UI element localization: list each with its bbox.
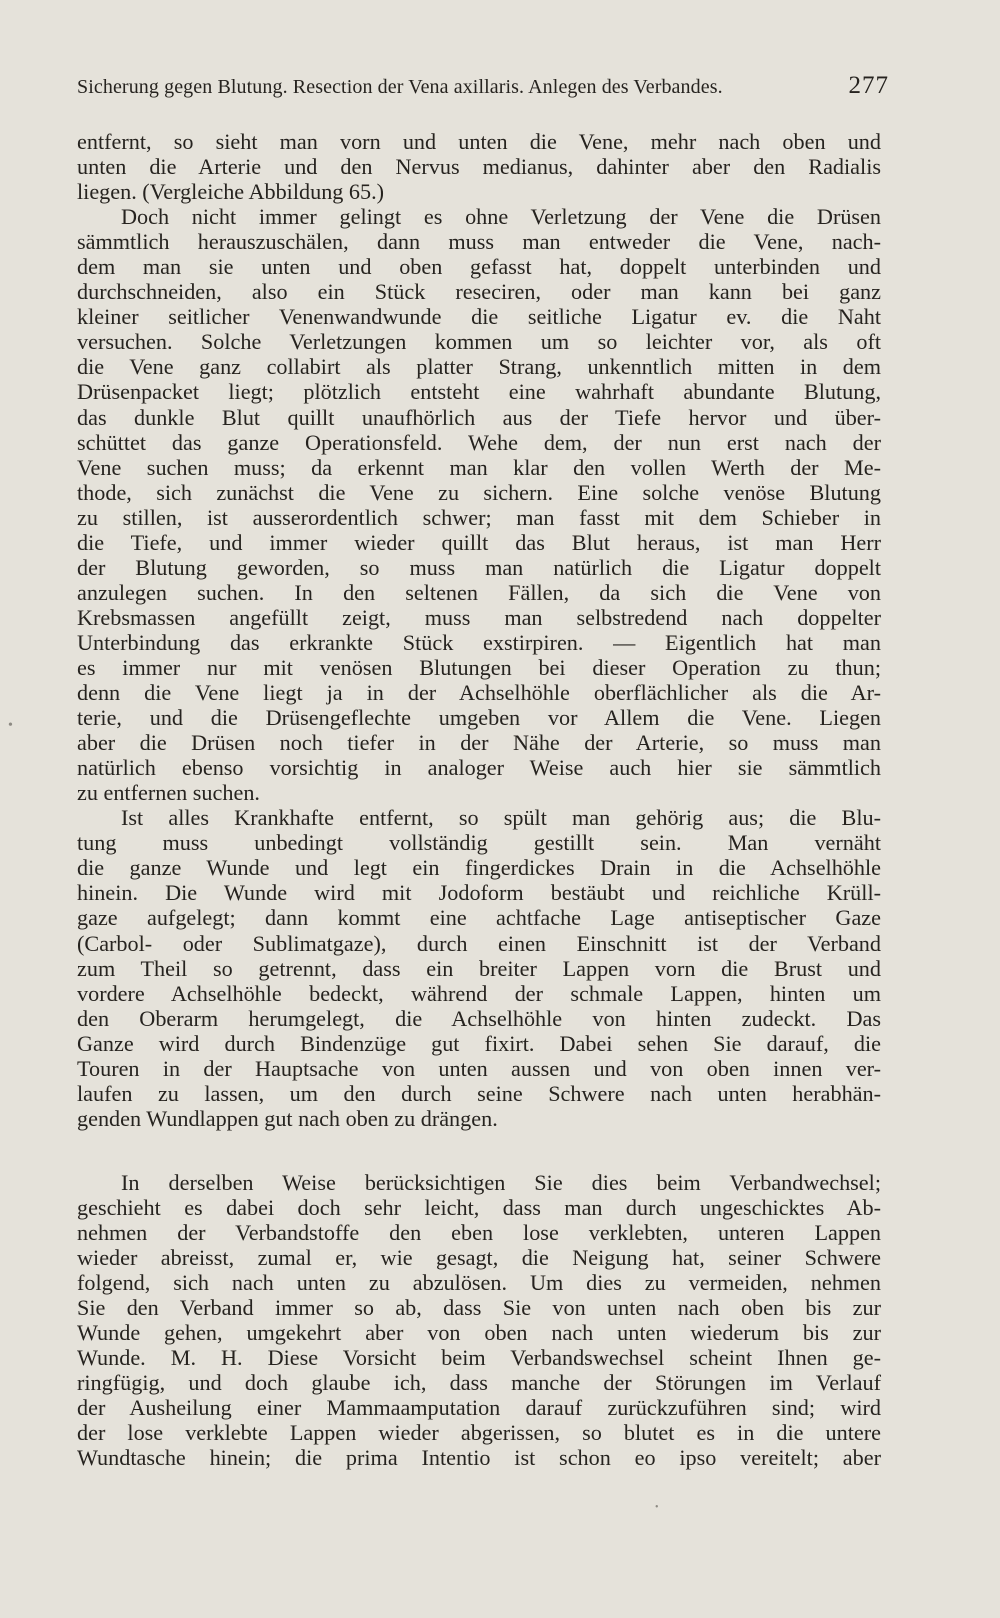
text-line: ringfügig, und doch glaube ich, dass manche der Störungen im Verlauf <box>77 1370 881 1396</box>
text-line: zu entfernen suchen. <box>77 780 260 806</box>
text-line: geschieht es dabei doch sehr leicht, dass man durch ungeschicktes Ab- <box>77 1194 881 1220</box>
paragraph-2 <box>77 204 881 805</box>
text-line: versuchen. Solche Verletzungen kommen um so leichter vor, als oft <box>77 329 881 355</box>
text-line: dem man sie unten und oben gefasst hat, doppelt unterbinden und <box>77 254 881 280</box>
text-line: Ganze wird durch Bindenzüge gut fixirt. Dabei sehen Sie darauf, die <box>77 1030 881 1056</box>
text-line: hinein. Die Wunde wird mit Jodoform bestäubt und reichliche Krüll- <box>77 880 881 906</box>
text-line: unten die Arterie und den Nervus medianus, dahinter aber den Radialis <box>77 154 881 180</box>
text-line: wieder abreisst, zumal er, wie gesagt, die Neigung hat, seiner Schwere <box>77 1245 881 1271</box>
text-line: die Tiefe, und immer wieder quillt das Blut heraus, ist man Herr <box>77 529 881 555</box>
text-line: zu stillen, ist ausserordentlich schwer; man fasst mit dem Schieber in <box>77 504 881 530</box>
text-line: natürlich ebenso vorsichtig in analoger Weise auch hier sie sämmtlich <box>77 755 881 781</box>
text-line: der Blutung geworden, so muss man natürlich die Ligatur doppelt <box>77 554 881 580</box>
text-line: der lose verklebte Lappen wieder abgerissen, so blutet es in die untere <box>77 1420 881 1446</box>
text-line: genden Wundlappen gut nach oben zu drängen. <box>77 1105 498 1131</box>
text-line: laufen zu lassen, um den durch seine Schwere nach unten herabhän- <box>77 1080 881 1106</box>
text-line: vordere Achselhöhle bedeckt, während der schmale Lappen, hinten um <box>77 980 881 1006</box>
text-line: denn die Vene liegt ja in der Achselhöhle oberflächlicher als die Ar- <box>77 680 881 706</box>
text-line: die ganze Wunde und legt ein fingerdickes Drain in die Achselhöhle <box>77 855 881 881</box>
text-line: gaze aufgelegt; dann kommt eine achtfache Lage antiseptischer Gaze <box>77 905 881 931</box>
scan-speck: • <box>8 718 13 733</box>
text-line: Ist alles Krankhafte entfernt, so spült man gehörig aus; die Blu- <box>121 805 881 831</box>
text-line: terie, und die Drüsengeflechte umgeben vor Allem die Vene. Liegen <box>77 705 881 731</box>
scan-speck: • <box>655 1502 659 1513</box>
text-line: anzulegen suchen. In den seltenen Fällen, da sich die Vene von <box>77 579 881 605</box>
text-line: Wunde gehen, umgekehrt aber von oben nach unten wiederum bis zur <box>77 1320 881 1346</box>
text-line: durchschneiden, also ein Stück reseciren, oder man kann bei ganz <box>77 279 881 305</box>
text-line: Doch nicht immer gelingt es ohne Verletzung der Vene die Drüsen <box>121 204 881 230</box>
text-line: sämmtlich herauszuschälen, dann muss man entweder die Vene, nach- <box>77 229 881 255</box>
text-line: entfernt, so sieht man vorn und unten die Vene, mehr nach oben und <box>77 129 881 154</box>
running-head: Sicherung gegen Blutung. Resection der Vena axillaris. Anlegen des Verbandes. <box>77 76 723 98</box>
text-line: Wundtasche hinein; die prima Intentio ist schon eo ipso vereitelt; aber <box>77 1445 881 1471</box>
text-line: In derselben Weise berücksichtigen Sie dies beim Verbandwechsel; <box>121 1169 881 1195</box>
text-line: Drüsenpacket liegt; plötzlich entsteht eine wahrhaft abundante Blutung, <box>77 379 881 405</box>
text-line: thode, sich zunächst die Vene zu sichern. Eine solche venöse Blutung <box>77 479 881 505</box>
paragraph-3 <box>77 805 881 1131</box>
text-line: (Carbol- oder Sublimatgaze), durch einen Einschnitt ist der Verband <box>77 930 881 956</box>
paragraph-4 <box>77 1170 881 1471</box>
text-line: das dunkle Blut quillt unaufhörlich aus der Tiefe hervor und über- <box>77 404 881 430</box>
text-line: Unterbindung das erkrankte Stück exstirpiren. — Eigentlich hat man <box>77 629 881 655</box>
text-line: den Oberarm herumgelegt, die Achselhöhle von hinten zudeckt. Das <box>77 1005 881 1031</box>
paragraph-1 <box>77 129 881 204</box>
text-line: nehmen der Verbandstoffe den eben lose verklebten, unteren Lappen <box>77 1219 881 1245</box>
paragraph-spacer <box>77 1131 881 1170</box>
text-line: tung muss unbedingt vollständig gestillt sein. Man vernäht <box>77 830 881 856</box>
text-line: es immer nur mit venösen Blutungen bei dieser Operation zu thun; <box>77 654 881 680</box>
text-line: Sie den Verband immer so ab, dass Sie von unten nach oben bis zur <box>77 1295 881 1321</box>
text-line: zum Theil so getrennt, dass ein breiter Lappen vorn die Brust und <box>77 955 881 981</box>
text-line: aber die Drüsen noch tiefer in der Nähe der Arterie, so muss man <box>77 730 881 756</box>
text-line: schüttet das ganze Operationsfeld. Wehe dem, der nun erst nach der <box>77 429 881 455</box>
text-line: Wunde. M. H. Diese Vorsicht beim Verbandswechsel scheint Ihnen ge- <box>77 1345 881 1371</box>
page-number: 277 <box>848 72 889 99</box>
text-line: kleiner seitlicher Venenwandwunde die seitliche Ligatur ev. die Naht <box>77 304 881 330</box>
text-line: der Ausheilung einer Mammaamputation darauf zurückzuführen sind; wird <box>77 1395 881 1421</box>
text-line: Vene suchen muss; da erkennt man klar den vollen Werth der Me- <box>77 454 881 480</box>
body-text <box>77 129 881 1470</box>
page-header <box>77 72 889 106</box>
text-line: liegen. (Vergleiche Abbildung 65.) <box>77 179 385 205</box>
text-line: die Vene ganz collabirt als platter Strang, unkenntlich mitten in dem <box>77 354 881 380</box>
text-line: Touren in der Hauptsache von unten aussen und von oben innen ver- <box>77 1055 881 1081</box>
text-line: folgend, sich nach unten zu abzulösen. Um dies zu vermeiden, nehmen <box>77 1270 881 1296</box>
text-line: Krebsmassen angefüllt zeigt, muss man selbstredend nach doppelter <box>77 604 881 630</box>
